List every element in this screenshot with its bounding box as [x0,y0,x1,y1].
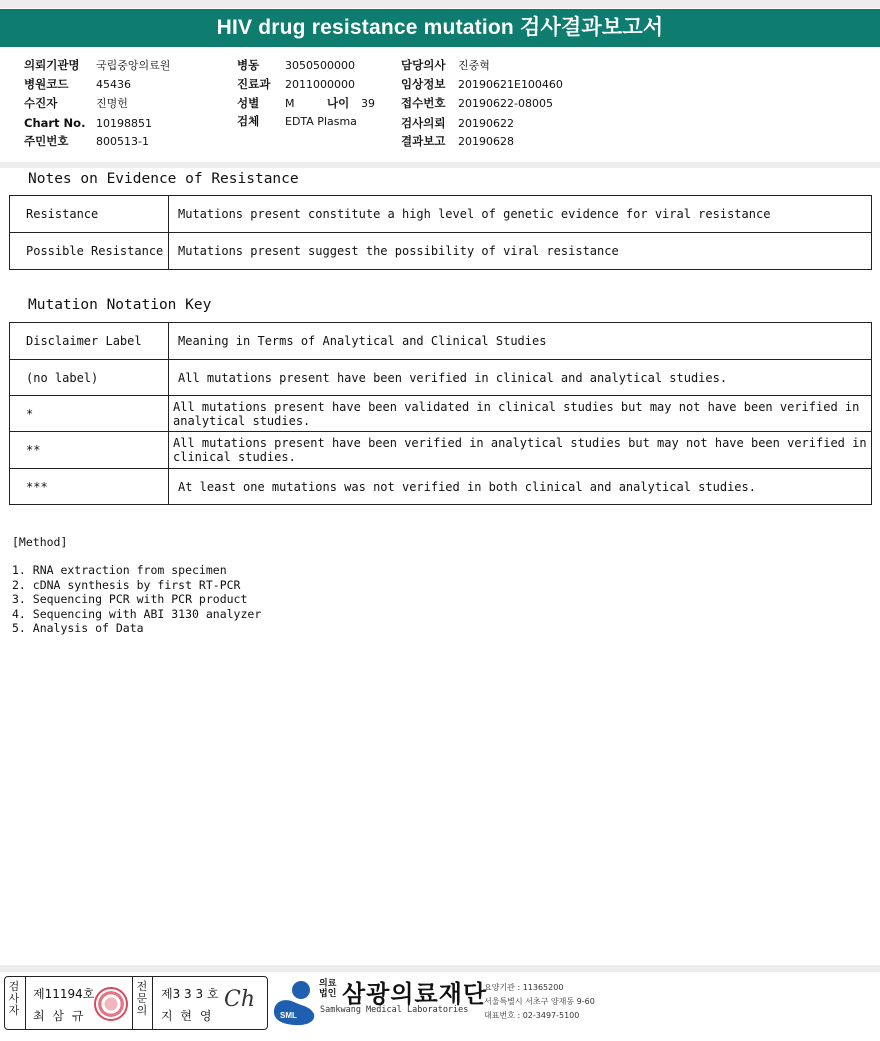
notation-label: * [10,396,169,432]
info-hospital-code [24,75,131,93]
info-label: 병동 [237,58,260,72]
info-label: Chart No. [24,116,86,130]
info-label: 검체 [237,114,260,128]
evidence-title: Notes on Evidence of Resistance [28,171,299,187]
specialist-role: 전문의 [136,980,148,1017]
specialist-license: 제3 3 3 호 [161,987,219,1001]
evidence-label: Possible Resistance [10,233,169,270]
info-label: 결과보고 [401,134,446,148]
table-row [10,360,872,396]
examiner-role: 검사자 [8,980,20,1017]
info-age [327,94,375,112]
method-step: 4. Sequencing with ABI 3130 analyzer [12,606,262,621]
info-ward [237,56,355,74]
info-label: 진료과 [237,77,271,91]
examiner-name: 최 삼 규 [33,1009,86,1023]
method-section [12,535,261,635]
table-row [10,432,872,469]
info-label: 성별 [237,96,260,110]
info-value: M [285,97,295,110]
info-value: 39 [361,97,375,110]
info-label: 수진자 [24,96,58,110]
info-patient-name [24,94,128,112]
table-row [10,196,872,233]
logo-text: SML [280,1011,297,1020]
table-row [10,396,872,432]
info-label: 병원코드 [24,77,69,91]
info-report-date [401,132,514,150]
info-value: 국립중앙의료원 [96,59,171,72]
org-phone: 대표번호 : 02-3497-5100 [484,1011,580,1020]
notation-label: (no label) [10,360,169,396]
signature: Ch [224,987,256,1012]
info-label: 나이 [327,96,350,110]
sml-logo-icon [270,978,318,1028]
info-label: 접수번호 [401,96,446,110]
info-value: 2011000000 [285,78,355,91]
info-specimen [237,112,357,130]
method-step: 5. Analysis of Data [12,621,144,636]
notation-label: ** [10,432,169,469]
info-chart-no [24,114,152,132]
evidence-text: Mutations present constitute a high level of genetic evidence for viral resistance [169,196,872,233]
info-resident-no [24,132,149,150]
examiner-license: 제11194호 [33,987,95,1001]
report-title: HIV drug resistance mutation 검사결과보고서 [0,9,880,47]
info-receipt-no [401,94,553,112]
info-value: EDTA Plasma [285,115,357,128]
method-step: 3. Sequencing PCR with PCR product [12,592,248,607]
info-value: 진명헌 [96,97,128,110]
notation-text: All mutations present have been verified in analytical studies but may not have been verified in clinical studies. [169,432,872,469]
org-code: 요양기관 : 11365200 [484,983,564,992]
info-value: 3050500000 [285,59,355,72]
notation-title: Mutation Notation Key [28,297,212,313]
info-value: 20190622 [458,117,514,130]
evidence-label: Resistance [10,196,169,233]
method-step: 1. RNA extraction from specimen [12,563,227,578]
info-label: 임상정보 [401,77,446,91]
info-request-date [401,114,514,132]
notation-text: All mutations present have been validated in clinical studies but may not have been verified in analytical studies. [169,396,872,432]
notation-label: Disclaimer Label [10,323,169,360]
info-label: 검사의뢰 [401,116,446,130]
info-label: 의뢰기관명 [24,58,80,72]
method-step: 2. cDNA synthesis by first RT-PCR [12,577,241,592]
info-label: 주민번호 [24,134,69,148]
evidence-text: Mutations present suggest the possibility of viral resistance [169,233,872,270]
info-label: 담당의사 [401,58,446,72]
info-value: 20190622-08005 [458,97,553,110]
org-name-en: Samkwang Medical Laboratories [320,1005,469,1015]
table-row [10,233,872,270]
notation-table [9,322,872,505]
section-divider [0,162,880,168]
info-value: 45436 [96,78,131,91]
info-value: 진중혁 [458,59,490,72]
footer-divider [0,965,880,972]
info-institution [24,56,170,74]
org-address: 서울특별시 서초구 양재동 9-60 [484,997,595,1006]
top-divider [0,0,880,8]
org-prefix: 의료 법인 [319,979,337,999]
info-value: 20190621E100460 [458,78,563,91]
info-clinical [401,75,563,93]
info-sex [237,94,295,112]
org-name: 삼광의료재단 [342,980,488,1008]
info-value: 800513-1 [96,135,149,148]
info-value: 10198851 [96,117,152,130]
table-row [10,323,872,360]
info-doctor [401,56,490,74]
method-title: [Method] [12,535,68,549]
specialist-name: 지 현 영 [161,1009,214,1023]
info-department [237,75,355,93]
table-row [10,469,872,505]
notation-text: Meaning in Terms of Analytical and Clinical Studies [169,323,872,360]
notation-text: At least one mutations was not verified in both clinical and analytical studies. [169,469,872,505]
signature-box [4,976,268,1030]
info-value: 20190628 [458,135,514,148]
seal-stamp-icon [94,987,128,1021]
evidence-table [9,195,872,270]
notation-text: All mutations present have been verified in clinical and analytical studies. [169,360,872,396]
patient-info [0,52,880,162]
notation-label: *** [10,469,169,505]
